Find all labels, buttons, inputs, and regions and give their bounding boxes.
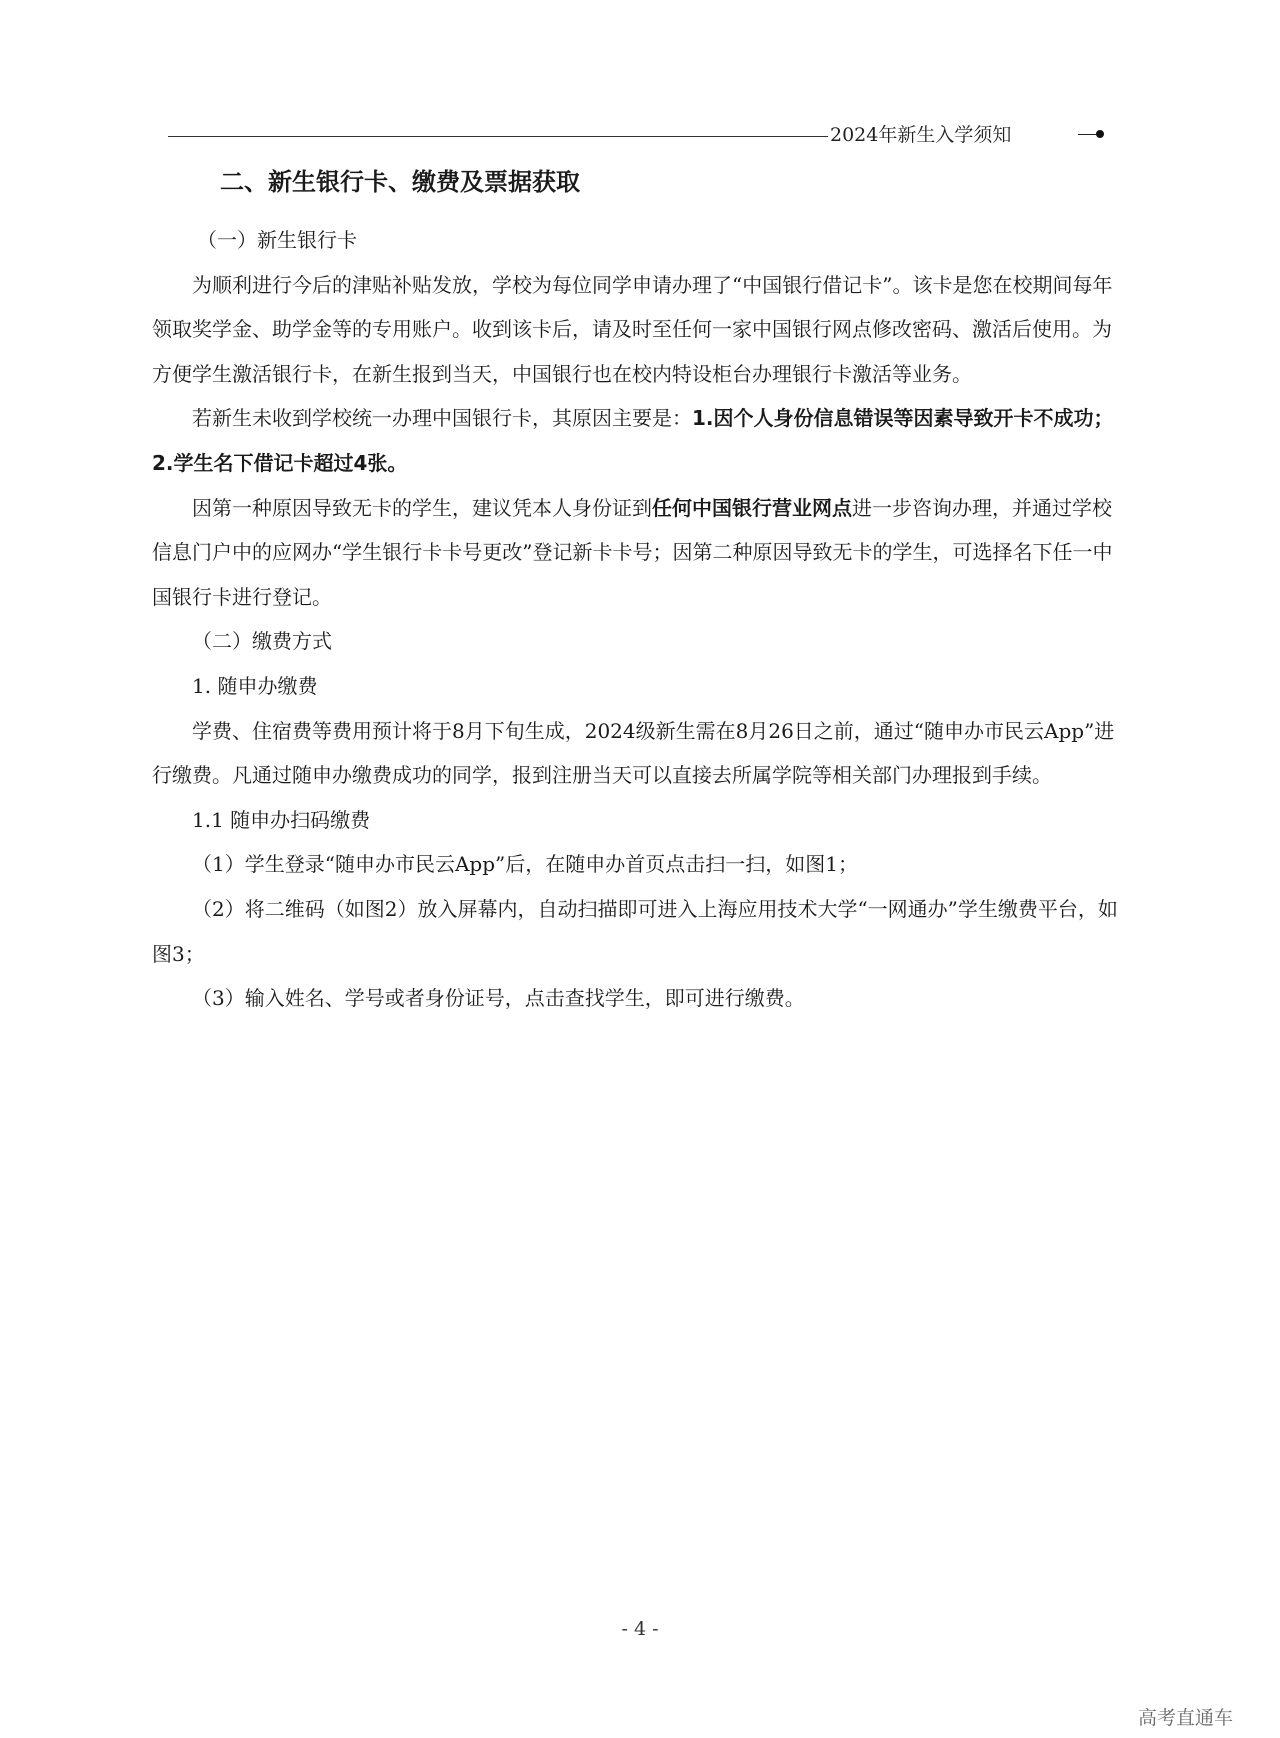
payment-paragraph-1: 学费、住宿费等费用预计将于8月下旬生成，2024级新生需在8月26日之前，通过“随申办市民云App”进行缴费。凡通过随申办缴费成功的同学，报到注册当天可以直接去所属学院等相关部门办理报到手续。 [152,718,1115,788]
header-mark [1078,134,1098,135]
watermark: 高考直通车 [1138,1707,1234,1729]
payment-step-2: （2）将二维码（如图2）放入屏幕内，自动扫描即可进入上海应用技术大学“一网通办”学生缴费平台，如图3； [152,896,1118,966]
header-dot-icon [1096,130,1104,138]
bank-card-paragraph-3 [152,486,1130,620]
header-rule [168,136,828,137]
bank-card-paragraph-3-lead: 因第一种原因导致无卡的学生，建议凭本人身份证到 [192,495,652,520]
header-title: 2024年新生入学须知 [830,124,1012,146]
payment-heading: （二）缴费方式 [192,629,332,654]
document-body [152,218,1130,1021]
section-title: 二、新生银行卡、缴费及票据获取 [220,168,580,196]
payment-method-heading: 1. 随申办缴费 [192,673,318,698]
bank-card-paragraph-2 [152,396,1130,485]
payment-step-1: （1）学生登录“随申办市民云App”后，在随申办首页点击扫一扫，如图1； [192,852,858,877]
bank-card-paragraph-1: 为顺利进行今后的津贴补贴发放，学校为每位同学申请办理了“中国银行借记卡”。该卡是您在校期间每年领取奖学金、助学金等的专用账户。收到该卡后，请及时至任何一家中国银行网点修改密码、激活后使用。为方便学生激活银行卡，在新生报到当天，中国银行也在校内特设柜台办理银行卡激活等业务。 [152,272,1113,386]
scan-payment-heading: 1.1 随申办扫码缴费 [192,807,371,832]
bank-card-paragraph-3-bold: 任何中国银行营业网点 [652,495,852,520]
bank-card-paragraph-2-lead: 若新生未收到学校统一办理中国银行卡，其原因主要是： [192,406,692,431]
bank-card-paragraph-2-bold: 1.因个人身份信息错误等因素导致开卡不成功；2.学生名下借记卡超过4张。 [152,406,1114,475]
payment-step-3: （3）输入姓名、学号或者身份证号，点击查找学生，即可进行缴费。 [192,986,805,1011]
bank-card-heading: （一）新生银行卡 [197,228,357,252]
bank-card-paragraph-3-tail: 进一步咨询办理，并通过学校信息门户中的应网办“学生银行卡卡号更改”登记新卡卡号；因第二种原因导致无卡的学生，可选择名下任一中国银行卡进行登记。 [152,495,1113,609]
page-number: - 4 - [621,1618,659,1640]
